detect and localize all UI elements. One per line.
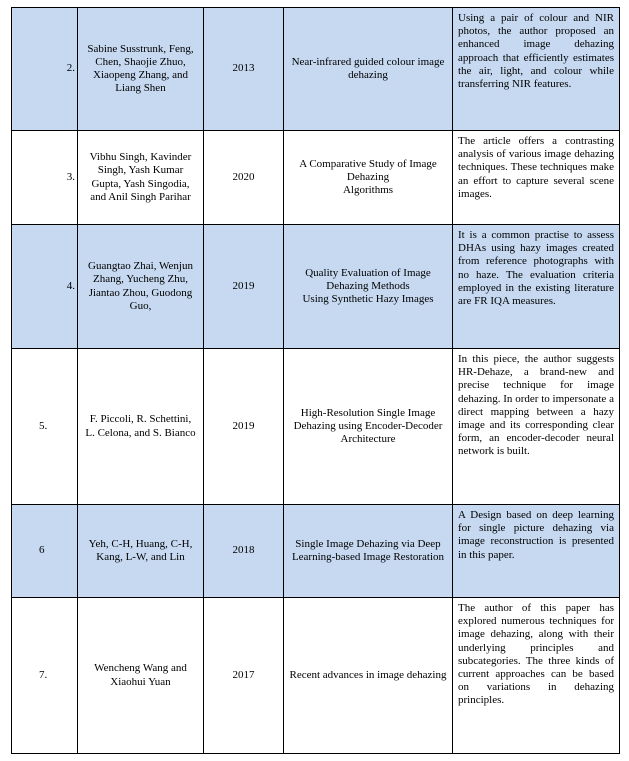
row-title: Single Image Dehazing via Deep Learning-based Image Restoration bbox=[284, 505, 453, 598]
row-summary: Using a pair of colour and NIR photos, the author proposed an enhanced image dehazing approach that efficiently estimates the air, light, and colour while transferring NIR features. bbox=[453, 8, 620, 131]
row-authors: Wencheng Wang and Xiaohui Yuan bbox=[78, 598, 204, 754]
row-year: 2019 bbox=[204, 349, 284, 505]
row-year: 2013 bbox=[204, 8, 284, 131]
row-title: Quality Evaluation of Image Dehazing Methods Using Synthetic Hazy Images bbox=[284, 225, 453, 349]
row-authors: Vibhu Singh, Kavinder Singh, Yash Kumar Gupta, Yash Singodia, and Anil Singh Parihar bbox=[78, 131, 204, 225]
row-title: High-Resolution Single Image Dehazing using Encoder-Decoder Architecture bbox=[284, 349, 453, 505]
row-number: 7. bbox=[12, 598, 78, 754]
row-title: Near-infrared guided colour image dehazing bbox=[284, 8, 453, 131]
literature-table bbox=[11, 7, 620, 754]
row-year: 2018 bbox=[204, 505, 284, 598]
row-number: 3. bbox=[12, 131, 78, 225]
row-number: 2. bbox=[12, 8, 78, 131]
table-row bbox=[12, 598, 620, 754]
row-title: A Comparative Study of Image Dehazing Algorithms bbox=[284, 131, 453, 225]
row-summary: The article offers a contrasting analysis of various image dehazing techniques. These techniques make an effort to capture several scene images. bbox=[453, 131, 620, 225]
table-row bbox=[12, 8, 620, 131]
table-row bbox=[12, 225, 620, 349]
row-number: 6 bbox=[12, 505, 78, 598]
table-row bbox=[12, 349, 620, 505]
table-row bbox=[12, 505, 620, 598]
row-year: 2020 bbox=[204, 131, 284, 225]
row-year: 2017 bbox=[204, 598, 284, 754]
row-authors: F. Piccoli, R. Schettini, L. Celona, and S. Bianco bbox=[78, 349, 204, 505]
row-authors: Guangtao Zhai, Wenjun Zhang, Yucheng Zhu, Jiantao Zhou, Guodong Guo, bbox=[78, 225, 204, 349]
table-row bbox=[12, 131, 620, 225]
row-authors: Yeh, C-H, Huang, C-H, Kang, L-W, and Lin bbox=[78, 505, 204, 598]
row-number: 5. bbox=[12, 349, 78, 505]
row-summary: In this piece, the author suggests HR-Dehaze, a brand-new and precise technique for image dehazing. In order to impersonate a direct mapping between a hazy image and its corresponding clear form, an encoder-decoder neural network is built. bbox=[453, 349, 620, 505]
row-title: Recent advances in image dehazing bbox=[284, 598, 453, 754]
row-authors: Sabine Susstrunk, Feng, Chen, Shaojie Zhuo, Xiaopeng Zhang, and Liang Shen bbox=[78, 8, 204, 131]
row-summary: A Design based on deep learning for single picture dehazing via image reconstruction is presented in this paper. bbox=[453, 505, 620, 598]
row-summary: It is a common practise to assess DHAs using hazy images created from reference photographs with no haze. The evaluation criteria employed in the existing literature are FR IQA measures. bbox=[453, 225, 620, 349]
row-year: 2019 bbox=[204, 225, 284, 349]
row-number: 4. bbox=[12, 225, 78, 349]
row-summary: The author of this paper has explored numerous techniques for image dehazing, along with their underlying principles and subcategories. The three kinds of current approaches can be based on variations in dehazing principles. bbox=[453, 598, 620, 754]
